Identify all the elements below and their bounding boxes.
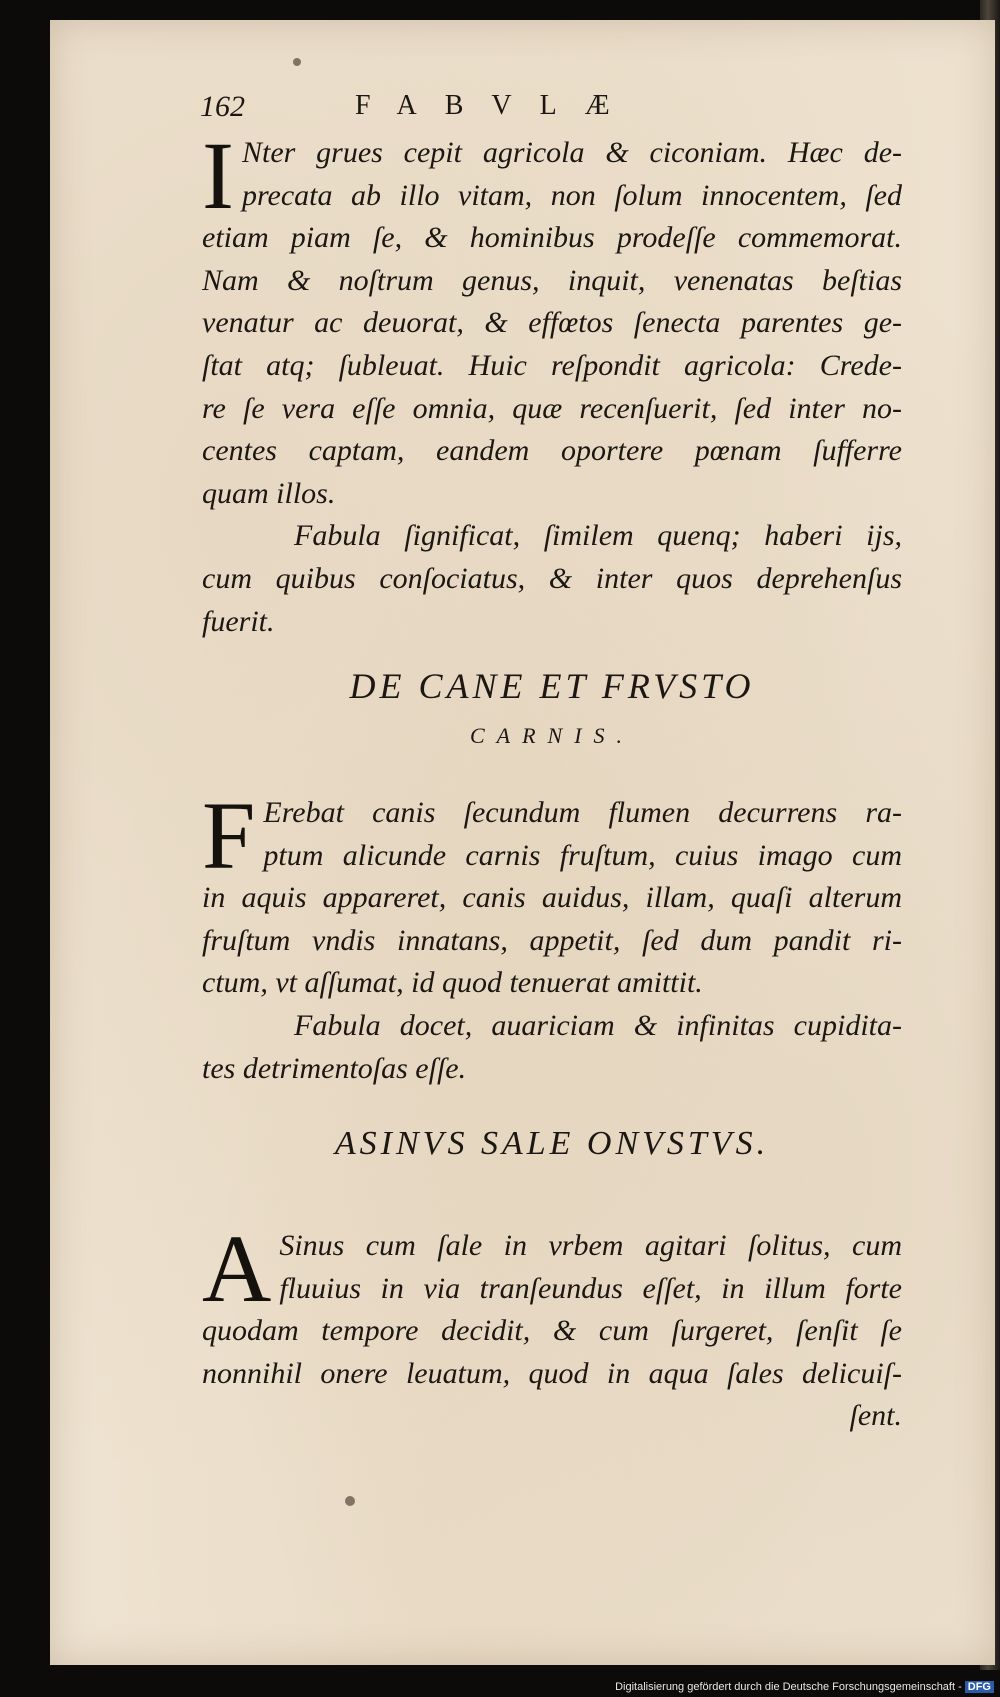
text-line: quodam tempore decidit, & cum ſurgeret, ſenſit ſe xyxy=(202,1314,902,1348)
paper-speck xyxy=(345,1496,355,1506)
text-line: ſent. xyxy=(849,1399,902,1433)
text-line: Nter grues cepit agricola & ciconiam. Hæc de- xyxy=(241,136,902,169)
fable-2-body xyxy=(202,782,902,1090)
moral-line: Fabula docet, auariciam & infinitas cupidita- xyxy=(294,1008,902,1042)
running-head xyxy=(200,90,760,130)
moral-line: fuerit. xyxy=(202,604,275,638)
fable-1-body xyxy=(202,122,902,643)
text-line: Erebat canis ſecundum flumen decurrens ra- xyxy=(263,796,902,829)
moral-line: cum quibus conſociatus, & inter quos deprehenſus xyxy=(202,561,902,595)
text-line: etiam piam ſe, & hominibus prodeſſe commemorat. xyxy=(202,221,902,255)
text-line: ſtat atq; ſubleuat. Huic reſpondit agricola: Crede- xyxy=(202,348,902,382)
fable-3-body xyxy=(202,1215,902,1438)
fable-3-title: ASINVS SALE ONVSTVS. xyxy=(334,1125,770,1162)
drop-capital: F xyxy=(202,782,256,889)
fable-2-title: DE CANE ET FRVSTO xyxy=(349,666,755,706)
text-line: venatur ac deuorat, & effœtos ſenecta parentes ge- xyxy=(202,306,902,340)
dfg-logo: DFG xyxy=(965,1681,994,1693)
drop-capital: A xyxy=(202,1215,272,1322)
text-line: in aquis appareret, canis auidus, illam, quaſi alterum xyxy=(202,881,902,915)
text-line: fruſtum vndis innatans, appetit, ſed dum pandit ri- xyxy=(202,923,902,957)
text-line: re ſe vera eſſe omnia, quæ recenſuerit, ſed inter no- xyxy=(202,391,902,425)
fable-2-subtitle: CARNIS. xyxy=(469,723,635,748)
text-line: Nam & noſtrum genus, inquit, venenatas beſtias xyxy=(202,263,902,297)
text-line: ctum, vt aſſumat, id quod tenuerat amittit. xyxy=(202,966,703,1000)
running-head-title: FABVLÆ xyxy=(355,90,638,121)
text-line: fluuius in via tranſeundus eſſet, in illum forte xyxy=(279,1271,902,1305)
moral-line: tes detrimentoſas eſſe. xyxy=(202,1051,467,1085)
text-line: Sinus cum ſale in vrbem agitari ſolitus, cum xyxy=(279,1229,902,1262)
paper-speck xyxy=(293,58,301,66)
moral-line: Fabula ſignificat, ſimilem quenq; haberi ijs, xyxy=(294,519,902,553)
text-line: precata ab illo vitam, non ſolum innocentem, ſed xyxy=(241,178,902,212)
credit-text: Digitalisierung gefördert durch die Deutsche Forschungsgemeinschaft - xyxy=(615,1681,962,1693)
drop-capital: I xyxy=(202,122,234,229)
text-line: ptum alicunde carnis fruſtum, cuius imago cum xyxy=(263,838,902,872)
text-line: quam illos. xyxy=(202,476,336,510)
page-number: 162 xyxy=(200,90,245,123)
text-line: nonnihil onere leuatum, quod in aqua ſales delicuiſ- xyxy=(202,1356,902,1390)
text-line: centes captam, eandem oportere pœnam ſufferre xyxy=(202,434,902,468)
digitization-credit xyxy=(615,1681,994,1693)
page-sheet xyxy=(50,20,995,1665)
